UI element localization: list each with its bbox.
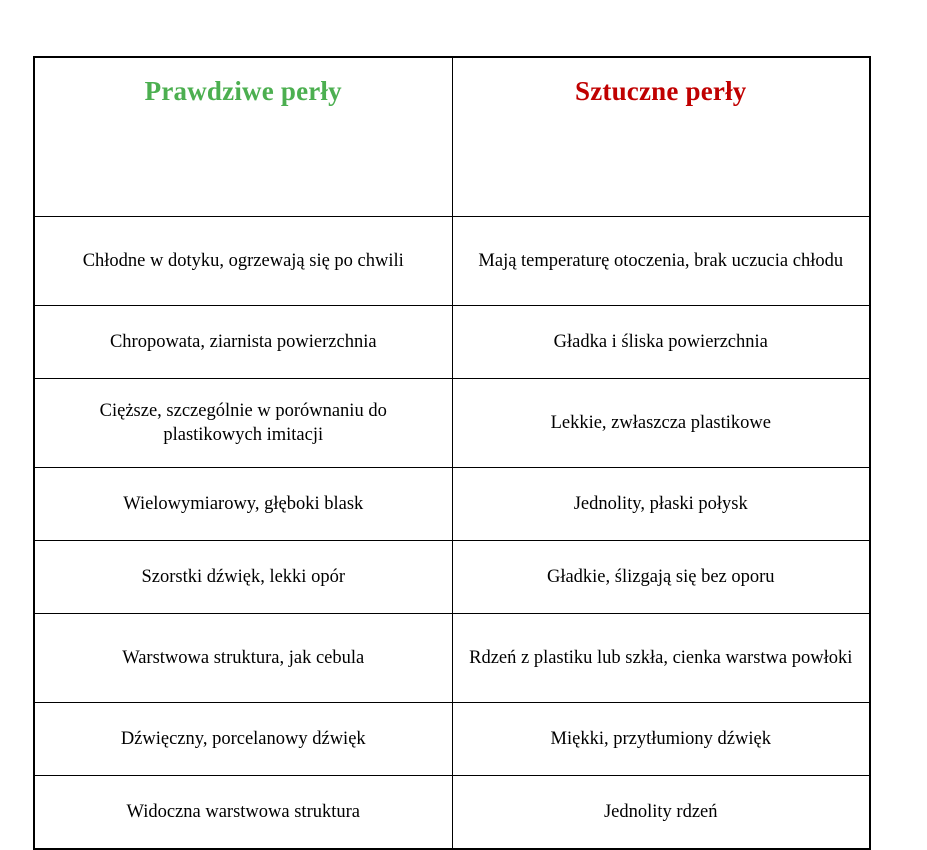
table-row <box>34 379 870 468</box>
cell-real-pearls: Chropowata, ziarnista powierzchnia <box>34 306 452 379</box>
table-row <box>34 306 870 379</box>
cell-real-pearls: Cięższe, szczególnie w porównaniu do plastikowych imitacji <box>34 379 452 468</box>
cell-fake-pearls: Jednolity rdzeń <box>452 776 870 850</box>
cell-real-pearls: Widoczna warstwowa struktura <box>34 776 452 850</box>
table-row <box>34 541 870 614</box>
table-row <box>34 468 870 541</box>
comparison-table <box>33 56 871 850</box>
cell-real-pearls: Wielowymiarowy, głęboki blask <box>34 468 452 541</box>
column-header-real-pearls: Prawdziwe perły <box>34 57 452 217</box>
cell-fake-pearls: Gładkie, ślizgają się bez oporu <box>452 541 870 614</box>
cell-real-pearls: Chłodne w dotyku, ogrzewają się po chwili <box>34 217 452 306</box>
column-header-fake-pearls: Sztuczne perły <box>452 57 870 217</box>
cell-real-pearls: Szorstki dźwięk, lekki opór <box>34 541 452 614</box>
cell-fake-pearls: Mają temperaturę otoczenia, brak uczucia chłodu <box>452 217 870 306</box>
cell-fake-pearls: Miękki, przytłumiony dźwięk <box>452 703 870 776</box>
cell-real-pearls: Warstwowa struktura, jak cebula <box>34 614 452 703</box>
comparison-table-container <box>33 56 869 850</box>
cell-real-pearls: Dźwięczny, porcelanowy dźwięk <box>34 703 452 776</box>
table-row <box>34 703 870 776</box>
table-header-row <box>34 57 870 217</box>
table-row <box>34 776 870 850</box>
table-row <box>34 217 870 306</box>
table-body <box>34 217 870 850</box>
cell-fake-pearls: Gładka i śliska powierzchnia <box>452 306 870 379</box>
table-header <box>34 57 870 217</box>
cell-fake-pearls: Rdzeń z plastiku lub szkła, cienka warstwa powłoki <box>452 614 870 703</box>
table-row <box>34 614 870 703</box>
cell-fake-pearls: Lekkie, zwłaszcza plastikowe <box>452 379 870 468</box>
cell-fake-pearls: Jednolity, płaski połysk <box>452 468 870 541</box>
